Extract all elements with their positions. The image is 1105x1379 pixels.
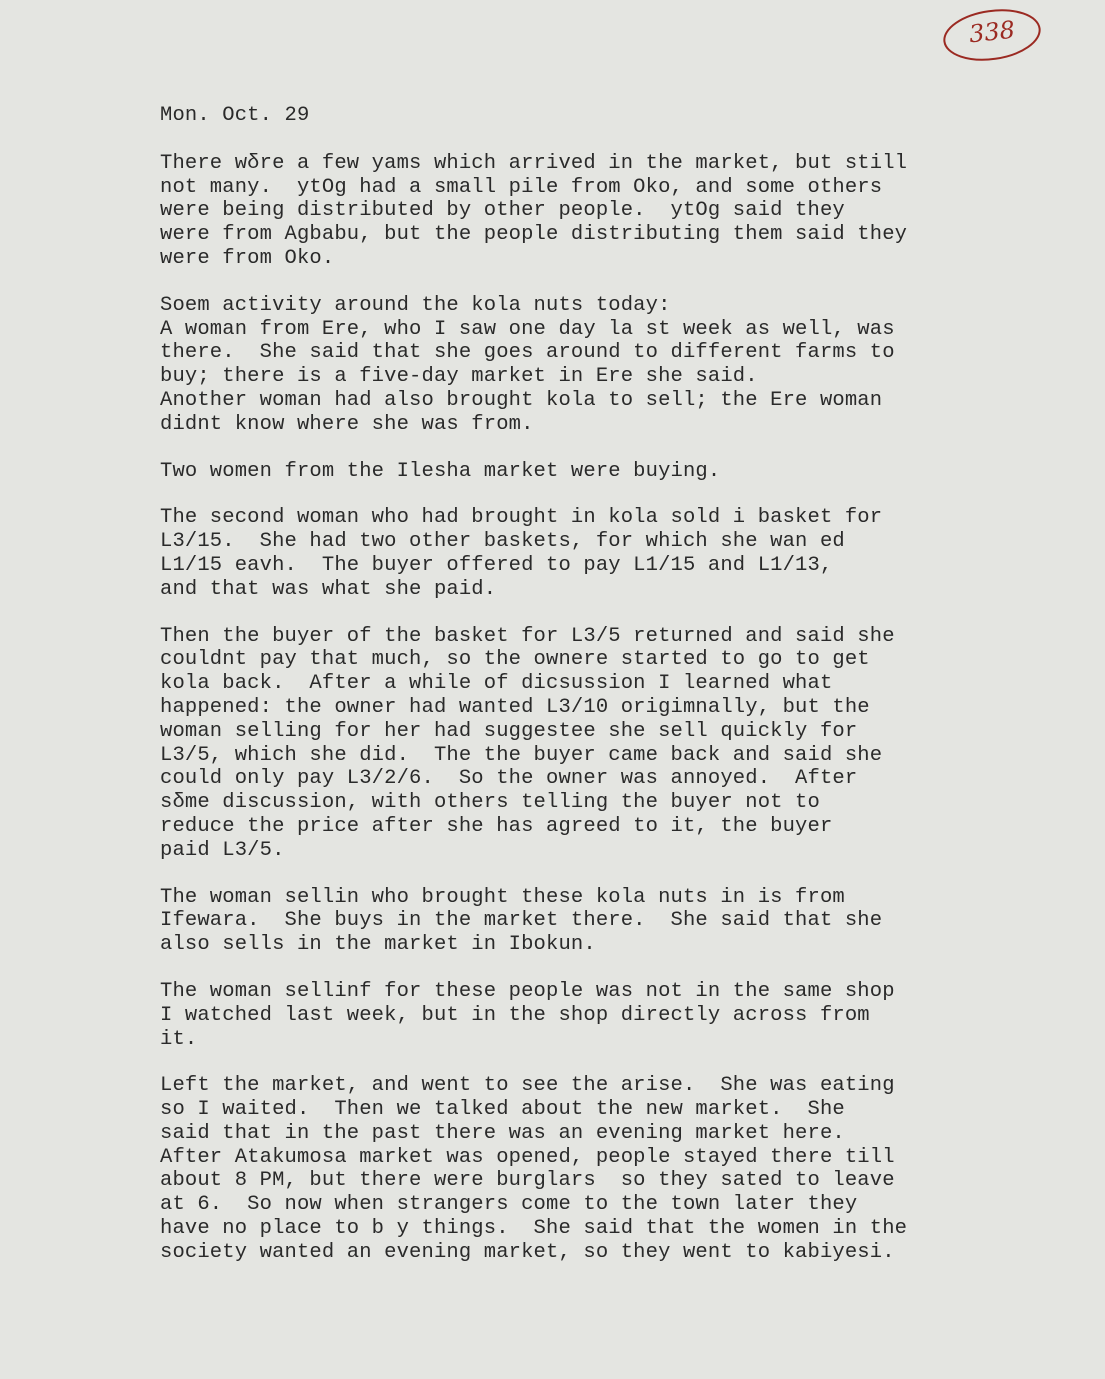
text-line: Two women from the Ilesha market were buying. bbox=[160, 459, 721, 483]
text-line: Another woman had also brought kola to sell; the Ere woman bbox=[160, 388, 883, 412]
text-line: were from Agbabu, but the people distributing them said they bbox=[160, 223, 908, 247]
paragraph bbox=[160, 625, 1060, 863]
text-line: Left the market, and went to see the arise. She was eating bbox=[160, 1074, 895, 1098]
text-line: After Atakumosa market was opened, people stayed there till bbox=[160, 1145, 895, 1169]
text-line: L3/5, which she did. The the buyer came back and said she bbox=[160, 743, 883, 767]
entry-date: Mon. Oct. 29 bbox=[160, 104, 310, 127]
typescript-body bbox=[160, 104, 1060, 1288]
paragraph-list bbox=[160, 152, 1060, 1265]
text-line: not many. ytOg had a small pile from Oko, and some others bbox=[160, 175, 883, 199]
text-line: Then the buyer of the basket for L3/5 returned and said she bbox=[160, 624, 895, 648]
text-line: so I waited. Then we talked about the new market. She bbox=[160, 1098, 845, 1122]
paragraph bbox=[160, 886, 1060, 957]
text-line: about 8 PM, but there were burglars so they sated to leave bbox=[160, 1169, 895, 1193]
text-line: it. bbox=[160, 1027, 198, 1051]
text-line: also sells in the market in Ibokun. bbox=[160, 933, 596, 957]
handwritten-page-number bbox=[940, 6, 1044, 62]
text-line: said that in the past there was an evening market here. bbox=[160, 1121, 845, 1145]
text-line: The woman sellin who brought these kola nuts in is from bbox=[160, 885, 845, 909]
paragraph bbox=[160, 506, 1060, 601]
text-line: woman selling for her had suggestee she sell quickly for bbox=[160, 719, 858, 743]
text-line: there. She said that she goes around to different farms to bbox=[160, 341, 895, 365]
text-line: I watched last week, but in the shop directly across from bbox=[160, 1003, 870, 1027]
text-line: and that was what she paid. bbox=[160, 577, 497, 601]
text-line: kola back. After a while of dicsussion I learned what bbox=[160, 672, 833, 696]
text-line: sδme discussion, with others telling the buyer not to bbox=[160, 791, 820, 815]
text-line: buy; there is a five-day market in Ere she said. bbox=[160, 365, 758, 389]
text-line: have no place to b y things. She said that the women in the bbox=[160, 1217, 908, 1241]
text-line: L3/15. She had two other baskets, for which she wan ed bbox=[160, 530, 845, 554]
text-line: were being distributed by other people. ytOg said they bbox=[160, 199, 845, 223]
text-line: There wδre a few yams which arrived in the market, but still bbox=[160, 151, 908, 175]
text-line: Soem activity around the kola nuts today: bbox=[160, 293, 671, 317]
paragraph bbox=[160, 152, 1060, 271]
text-line: were from Oko. bbox=[160, 246, 335, 270]
text-line: The second woman who had brought in kola sold i basket for bbox=[160, 506, 883, 530]
text-line: happened: the owner had wanted L3/10 origimnally, but the bbox=[160, 695, 870, 719]
paragraph bbox=[160, 1074, 1060, 1264]
paragraph bbox=[160, 294, 1060, 437]
text-line: at 6. So now when strangers come to the town later they bbox=[160, 1193, 858, 1217]
text-line: couldnt pay that much, so the ownere started to go to get bbox=[160, 648, 870, 672]
paragraph bbox=[160, 460, 1060, 484]
text-line: reduce the price after she has agreed to it, the buyer bbox=[160, 814, 833, 838]
text-line: The woman sellinf for these people was not in the same shop bbox=[160, 979, 895, 1003]
page-number: 338 bbox=[967, 15, 1017, 49]
text-line: paid L3/5. bbox=[160, 838, 285, 862]
paragraph bbox=[160, 980, 1060, 1051]
text-line: could only pay L3/2/6. So the owner was annoyed. After bbox=[160, 767, 858, 791]
text-line: society wanted an evening market, so they went to kabiyesi. bbox=[160, 1240, 895, 1264]
text-line: Ifewara. She buys in the market there. She said that she bbox=[160, 909, 883, 933]
text-line: didnt know where she was from. bbox=[160, 412, 534, 436]
text-line: A woman from Ere, who I saw one day la st week as well, was bbox=[160, 317, 895, 341]
text-line: L1/15 eavh. The buyer offered to pay L1/15 and L1/13, bbox=[160, 553, 833, 577]
